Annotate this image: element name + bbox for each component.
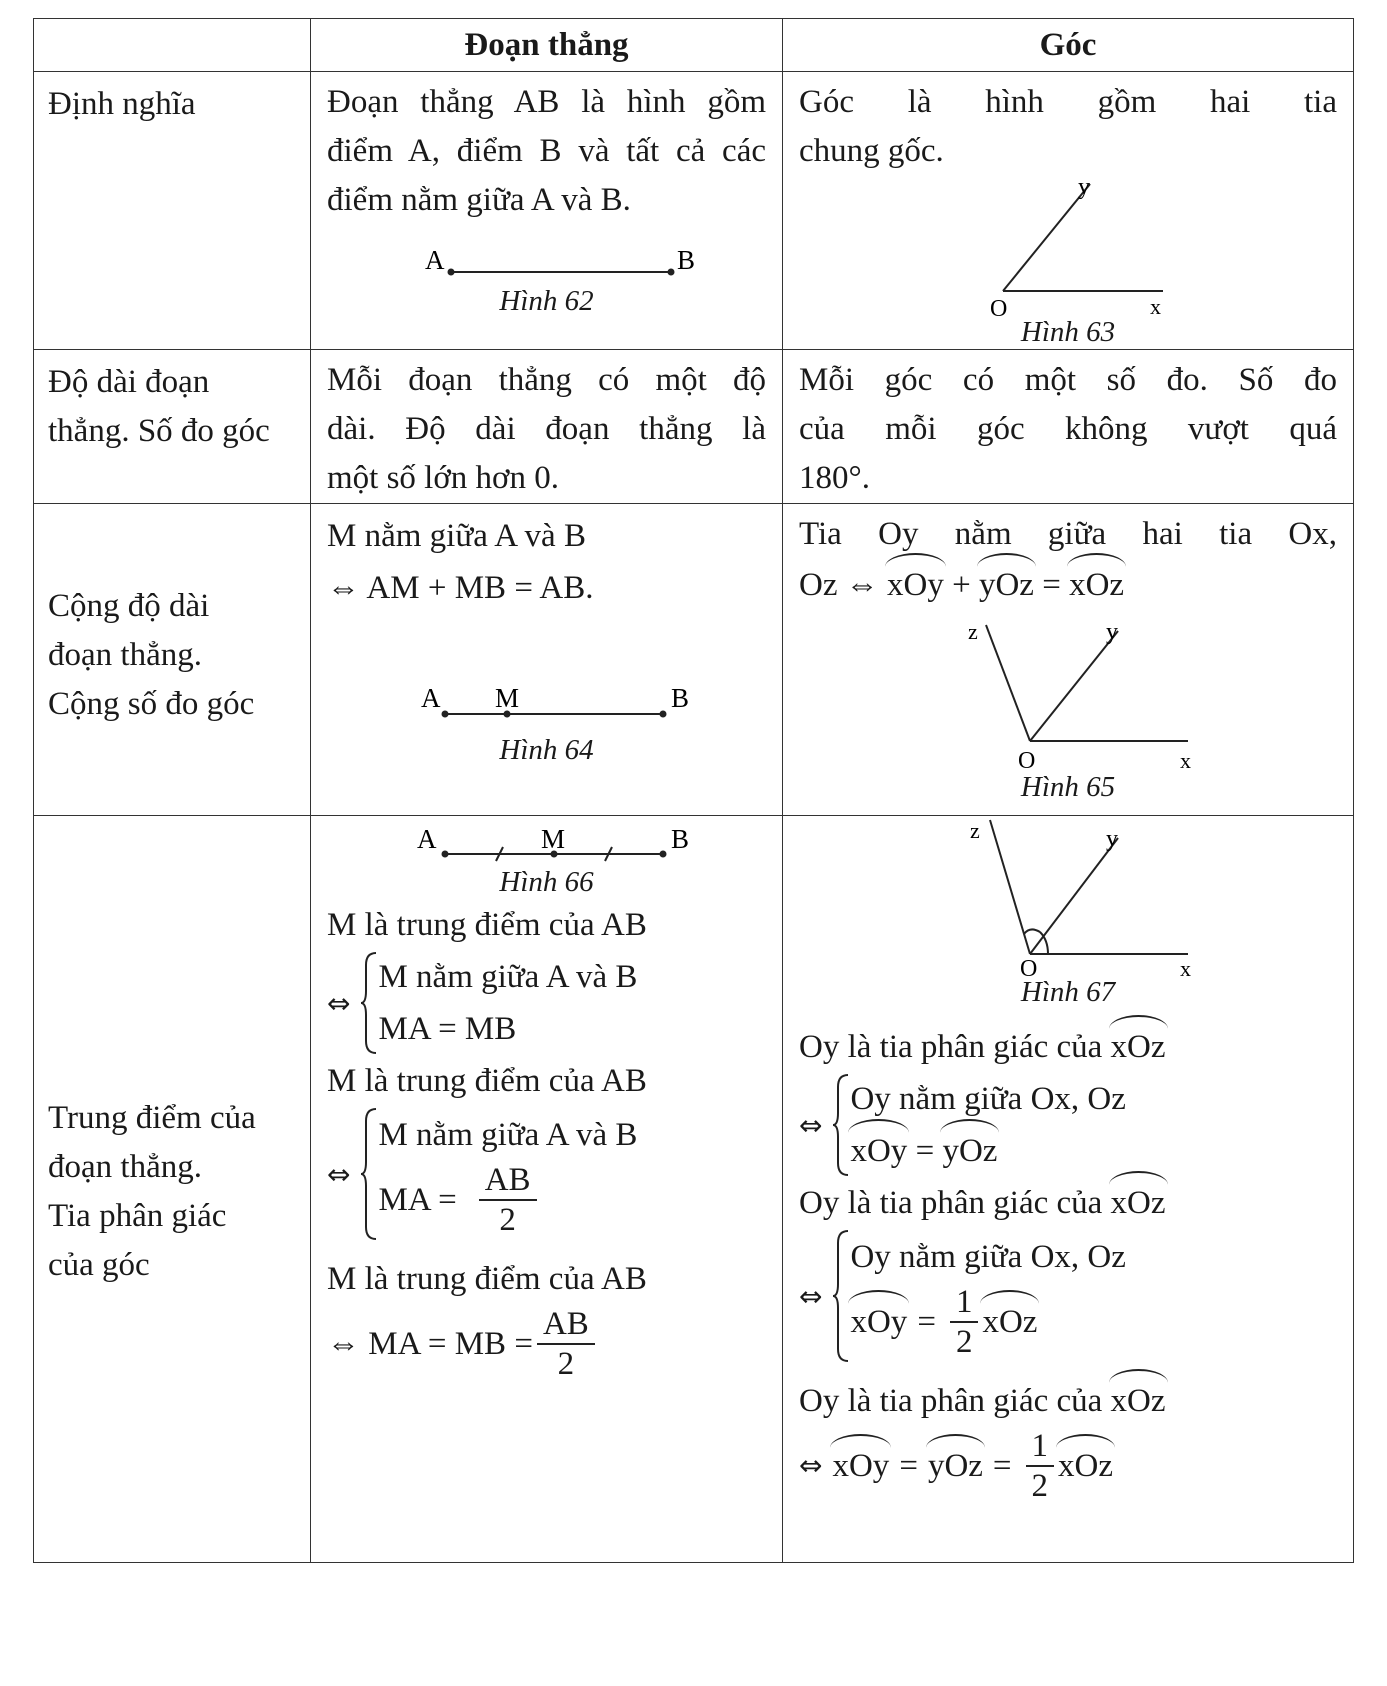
row-length-measure — [34, 350, 1354, 504]
ray-label-x: x — [1180, 956, 1191, 976]
left-brace — [360, 1107, 378, 1241]
row-label-midpoint — [34, 816, 311, 1563]
cell-angle-addition — [783, 504, 1354, 816]
angle-xOz: xOz — [1111, 1375, 1166, 1427]
row-addition — [34, 504, 1354, 816]
figure-66 — [397, 816, 697, 866]
vertex-label-O: O — [1020, 956, 1038, 976]
label-line: Trung điểm của — [48, 1100, 256, 1136]
text-line: điểm A, điểm B và tất cả các — [327, 133, 766, 169]
text-line: chung gốc. — [799, 133, 944, 169]
text-line: dài. Độ dài đoạn thẳng là — [327, 411, 766, 447]
text-line: Tia Oy nằm giữa hai tia Ox, — [799, 516, 1337, 552]
vertex-label-O: O — [990, 296, 1008, 316]
bisector-formula — [799, 1427, 1337, 1505]
text-line: Mỗi đoạn thẳng có một độ — [327, 362, 766, 398]
fraction-denominator: 2 — [1031, 1468, 1049, 1504]
ray-label-x: x — [1150, 294, 1161, 316]
figure-63 — [938, 176, 1198, 316]
figure-67 — [938, 816, 1198, 976]
midpoint-heading: M là trung điểm của AB — [327, 1063, 647, 1099]
label-line: đoạn thẳng. — [48, 1149, 202, 1185]
system-line: M nằm giữa A và B — [378, 959, 638, 995]
equals-sign: = — [915, 1133, 935, 1169]
angle-xOy: xOy — [832, 1440, 889, 1492]
angle-xOy: xOy — [850, 1296, 907, 1348]
midpoint-heading: M là trung điểm của AB — [327, 1261, 647, 1297]
figure-64 — [397, 614, 697, 734]
text-line: 180°. — [799, 460, 870, 496]
ray-label-z: z — [970, 818, 980, 843]
text-line: ⇔ AM + MB = AB. — [327, 570, 594, 606]
cell-segment-length — [311, 350, 783, 504]
point-label-A: A — [420, 683, 440, 713]
cell-segment-definition — [311, 72, 783, 350]
heading-text: Oy là tia phân giác của — [799, 1185, 1103, 1221]
row-definition — [34, 72, 1354, 350]
fraction-AB-over-2 — [537, 1305, 595, 1383]
formula-lhs: ⇔ MA = MB = — [327, 1326, 533, 1362]
row-midpoint-bisector — [34, 816, 1354, 1563]
fraction-numerator: 1 — [1026, 1427, 1055, 1467]
header-angle: Góc — [783, 19, 1354, 72]
formula-prefix: Oz ⇔ — [799, 567, 879, 603]
figure-62 — [397, 225, 697, 285]
fraction-half — [950, 1283, 979, 1361]
iff-symbol: ⇔ — [327, 986, 351, 1020]
label-line: đoạn thẳng. — [48, 637, 202, 673]
caption-64: Hình 64 — [499, 734, 594, 766]
label-line: Cộng số đo góc — [48, 686, 255, 722]
angle-yOz: yOz — [979, 559, 1034, 611]
bisector-heading — [799, 1177, 1337, 1229]
text-line: một số lớn hơn 0. — [327, 460, 559, 496]
fraction-numerator: AB — [537, 1305, 595, 1345]
row-label-addition — [34, 504, 311, 816]
angle-xOz: xOz — [1111, 1177, 1166, 1229]
fraction-AB-over-2 — [479, 1161, 537, 1239]
point-label-B: B — [676, 245, 695, 275]
system-lhs: MA = — [378, 1182, 457, 1218]
fraction-half — [1026, 1427, 1055, 1505]
row-label-definition: Định nghĩa — [34, 72, 311, 350]
ray-label-y: y — [1106, 826, 1118, 852]
heading-text: Oy là tia phân giác của — [799, 1383, 1103, 1419]
iff-symbol: ⇔ — [327, 1157, 351, 1191]
bisector-heading — [799, 1375, 1337, 1427]
row-label-length — [34, 350, 311, 504]
midpoint-heading: M là trung điểm của AB — [327, 907, 647, 943]
system-line: Oy nằm giữa Ox, Oz — [850, 1239, 1126, 1275]
label-line: Tia phân giác — [48, 1198, 227, 1234]
text-line: điểm nằm giữa A và B. — [327, 182, 631, 218]
cell-angle-bisector — [783, 816, 1354, 1563]
caption-63: Hình 63 — [1020, 316, 1116, 348]
vertex-label-O: O — [1018, 748, 1036, 771]
bisector-system-1 — [799, 1073, 1126, 1177]
caption-66: Hình 66 — [499, 866, 594, 898]
cell-angle-measure — [783, 350, 1354, 504]
cell-segment-midpoint — [311, 816, 783, 1563]
text-line: Đoạn thẳng AB là hình gồm — [327, 84, 766, 120]
label-line: Độ dài đoạn — [48, 364, 210, 400]
point-label-M: M — [540, 824, 565, 854]
midpoint-system-2 — [327, 1107, 637, 1241]
iff-symbol: ⇔ — [799, 1108, 823, 1142]
midpoint-formula — [327, 1305, 766, 1383]
caption-67: Hình 67 — [1020, 976, 1116, 1008]
heading-text: Oy là tia phân giác của — [799, 1029, 1103, 1065]
angle-xOz: xOz — [1111, 1021, 1166, 1073]
header-row — [34, 19, 1354, 72]
angle-xOy: xOy — [850, 1125, 907, 1177]
text-line: của mỗi góc không vượt quá — [799, 411, 1337, 447]
cell-angle-definition — [783, 72, 1354, 350]
system-line — [850, 1283, 1125, 1361]
angle-yOz: yOz — [942, 1125, 997, 1177]
system-line — [850, 1125, 1125, 1177]
system-line: M nằm giữa A và B — [378, 1117, 638, 1153]
angle-xOz: xOz — [982, 1296, 1037, 1348]
left-brace — [360, 951, 378, 1055]
header-segment: Đoạn thẳng — [311, 19, 783, 72]
system-line: MA = MB — [378, 1011, 517, 1047]
left-brace — [832, 1073, 850, 1177]
bisector-system-2 — [799, 1229, 1126, 1363]
point-label-B: B — [670, 683, 689, 713]
fraction-numerator: 1 — [950, 1283, 979, 1323]
system-line: Oy nằm giữa Ox, Oz — [850, 1081, 1126, 1117]
cell-segment-addition — [311, 504, 783, 816]
label-line: của góc — [48, 1247, 150, 1283]
ray-label-x: x — [1180, 748, 1191, 771]
fraction-numerator: AB — [479, 1161, 537, 1201]
point-label-A: A — [416, 824, 436, 854]
left-brace — [832, 1229, 850, 1363]
fraction-denominator: 2 — [499, 1202, 516, 1238]
text-line: M nằm giữa A và B — [327, 518, 586, 554]
midpoint-system-1 — [327, 951, 637, 1055]
caption-62: Hình 62 — [499, 285, 594, 317]
summary-table — [33, 18, 1354, 1563]
figure-65 — [938, 611, 1198, 771]
iff-symbol: ⇔ — [799, 1279, 823, 1313]
bisector-heading — [799, 1021, 1337, 1073]
text-line: Góc là hình gồm hai tia — [799, 84, 1337, 120]
caption-65: Hình 65 — [1020, 771, 1116, 803]
point-label-B: B — [670, 824, 689, 854]
label-line: Cộng độ dài — [48, 588, 210, 624]
angle-xOz: xOz — [1069, 559, 1124, 611]
equals-sign: = — [992, 1448, 1012, 1484]
angle-xOy: xOy — [887, 559, 944, 611]
iff-symbol: ⇔ — [799, 1449, 823, 1482]
ray-label-y: y — [1106, 619, 1118, 645]
ray-label-y: y — [1078, 176, 1090, 200]
angle-xOz: xOz — [1058, 1440, 1113, 1492]
equals-sign: = — [917, 1304, 936, 1340]
equals-sign: = — [1042, 567, 1061, 603]
point-label-M: M — [494, 683, 519, 713]
ray-label-z: z — [968, 619, 978, 644]
equals-sign: = — [899, 1448, 918, 1484]
angle-yOz: yOz — [928, 1440, 983, 1492]
fraction-denominator: 2 — [557, 1346, 575, 1382]
fraction-denominator: 2 — [955, 1324, 973, 1360]
point-label-A: A — [424, 245, 444, 275]
plus-sign: + — [952, 567, 971, 603]
label-line: thẳng. Số đo góc — [48, 413, 270, 449]
text-line: Mỗi góc có một số đo. Số đo — [799, 362, 1337, 398]
header-empty — [34, 19, 311, 72]
angle-sum-formula — [799, 559, 1337, 611]
